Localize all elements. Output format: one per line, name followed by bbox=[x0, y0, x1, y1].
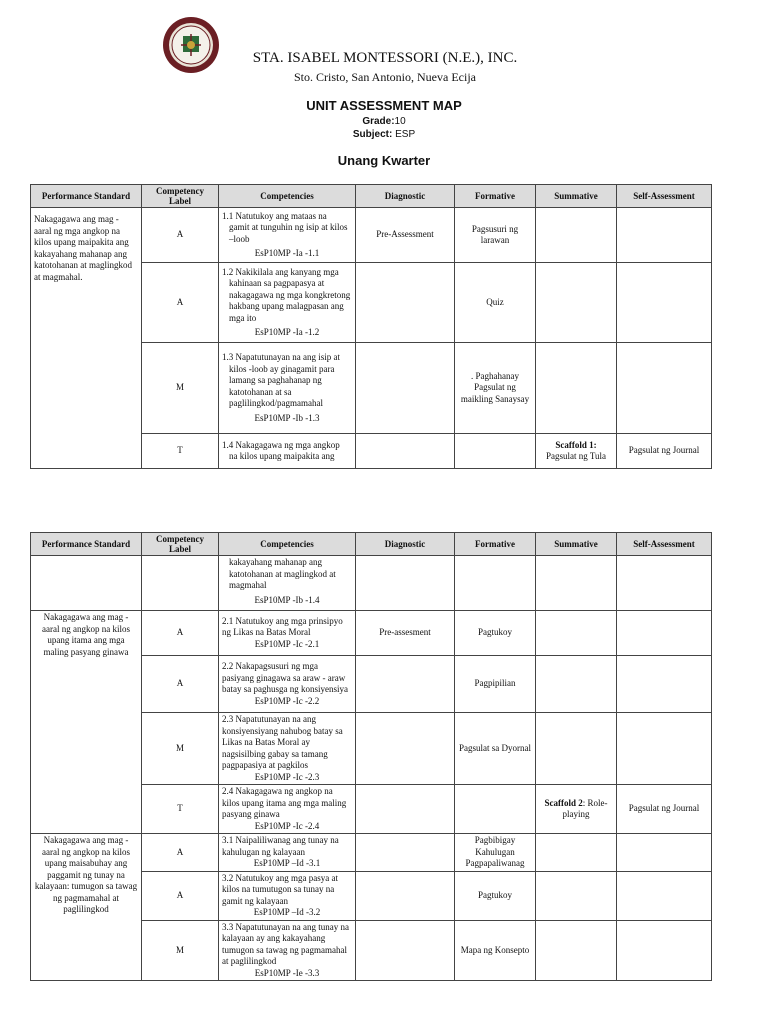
competency-label-cell: M bbox=[142, 920, 219, 981]
competency-text: 2.2 Nakapagsusuri ng mga pasiyang ginagawa sa araw - araw batay sa paghusga ng konsiyensiya bbox=[222, 661, 348, 694]
school-seal-logo bbox=[162, 16, 220, 74]
competency-label-cell: T bbox=[142, 434, 219, 469]
col-header: Competencies bbox=[219, 533, 356, 556]
competency-cell bbox=[219, 713, 356, 785]
col-header: Competency Label bbox=[142, 185, 219, 208]
competency-text-cont: na kilos upang maipakita ang bbox=[229, 451, 335, 461]
col-header: Summative bbox=[536, 185, 617, 208]
self-assessment-cell bbox=[617, 713, 712, 785]
table-row bbox=[31, 834, 712, 872]
competency-cell bbox=[219, 920, 356, 981]
competency-code: EsP10MP -Ic -2.3 bbox=[254, 771, 320, 782]
competency-label-cell: M bbox=[142, 343, 219, 434]
competency-code: EsP10MP -Ic -2.4 bbox=[254, 820, 320, 831]
formative-cell: Pagsusuri ng larawan bbox=[455, 208, 536, 263]
competency-cell bbox=[219, 208, 356, 263]
competency-code: EsP10MP -Ib -1.4 bbox=[254, 594, 320, 605]
competency-cell bbox=[219, 343, 356, 434]
competency-cell bbox=[219, 785, 356, 834]
competency-label-cell: A bbox=[142, 871, 219, 920]
competency-code: EsP10MP –Id -3.2 bbox=[253, 907, 321, 917]
col-header: Formative bbox=[455, 533, 536, 556]
col-header: Performance Standard bbox=[31, 533, 142, 556]
competency-text: 1.3 Napatutunayan na ang isip at bbox=[222, 352, 340, 362]
competency-text-cont: kilos -loob ay ginagamit para lamang sa paghahanap ng katotohanan at sa paglilingkod/pagmamahal bbox=[229, 363, 335, 408]
summative-cell bbox=[536, 713, 617, 785]
performance-standard-cell: Nakagagawa ang mag - aaral ng angkop na kilos upang itama ang mga maling pasyang ginawa bbox=[31, 611, 142, 834]
competency-code: EsP10MP -Ic -2.1 bbox=[254, 638, 320, 649]
competency-text: 3.2 Natutukoy ang mga pasya at kilos na tumutugon sa tunay na gamit ng kalayaan bbox=[222, 872, 338, 906]
performance-standard-cell bbox=[31, 556, 142, 611]
competency-cell bbox=[219, 556, 356, 611]
summative-cell bbox=[536, 871, 617, 920]
competency-label-cell: A bbox=[142, 656, 219, 713]
assessment-table-1 bbox=[30, 184, 712, 469]
school-address: Sto. Cristo, San Antonio, Nueva Ecija bbox=[294, 70, 476, 84]
col-header: Self-Assessment bbox=[617, 533, 712, 556]
diagnostic-cell bbox=[356, 871, 455, 920]
summative-cell bbox=[536, 343, 617, 434]
formative-cell: Pagtukoy bbox=[455, 871, 536, 920]
performance-standard-cell: Nakagagawa ang mag - aaral ng mga angkop na kilos upang maipakita ang kakayahang mahanap ang katotohanan at maglingkod at magmahal. bbox=[31, 208, 142, 469]
table-header-row bbox=[31, 533, 712, 556]
col-header: Summative bbox=[536, 533, 617, 556]
competency-code: EsP10MP -Ia -1.2 bbox=[254, 327, 320, 337]
self-assessment-cell bbox=[617, 920, 712, 981]
diagnostic-cell bbox=[356, 343, 455, 434]
formative-cell: Mapa ng Konsepto bbox=[455, 920, 536, 981]
self-assessment-cell bbox=[617, 343, 712, 434]
self-assessment-cell bbox=[617, 208, 712, 263]
self-assessment-cell: Pagsulat ng Journal bbox=[617, 785, 712, 834]
table-row bbox=[31, 556, 712, 611]
competency-text: 2.1 Natutukoy ang mga prinsipyo ng Likas na Batas Moral bbox=[222, 615, 343, 638]
summative-cell bbox=[536, 656, 617, 713]
competency-text: 3.3 Napatutunayan na ang tunay na kalayaan ay ang kakayahang tumugon sa tawag ng pagmamahal at paglilingkod bbox=[222, 921, 349, 966]
grade-label: Grade: bbox=[362, 116, 395, 127]
assessment-table-2 bbox=[30, 532, 712, 981]
formative-cell: . Paghahanay Pagsulat ng maikling Sanaysay bbox=[455, 343, 536, 434]
diagnostic-cell: Pre-assesment bbox=[356, 611, 455, 656]
performance-standard-cell: Nakagagawa ang mag - aaral ng angkop na kilos upang maisabuhay ang paggamit ng tunay na kalayaan: tumugon sa tawag ng pagmamahal at paglilingkod bbox=[31, 834, 142, 981]
diagnostic-cell bbox=[356, 834, 455, 872]
col-header: Diagnostic bbox=[356, 185, 455, 208]
competency-label-cell: A bbox=[142, 834, 219, 872]
competency-cell bbox=[219, 611, 356, 656]
formative-cell bbox=[455, 785, 536, 834]
col-header: Competencies bbox=[219, 185, 356, 208]
col-header: Formative bbox=[455, 185, 536, 208]
competency-text-cont: kakayahang mahanap ang katotohanan at maglingkod at magmahal bbox=[229, 557, 336, 590]
competency-label-cell: T bbox=[142, 785, 219, 834]
competency-label-cell: A bbox=[142, 263, 219, 343]
table-header-row bbox=[31, 185, 712, 208]
competency-text: 2.4 Nakagagawa ng angkop na kilos upang itama ang mga maling pasyang ginawa bbox=[222, 786, 347, 819]
competency-text-cont: kahinaan sa pagpapasya at nakagagawa ng mga kongkretong hakbang upang malagpasan ang mga ito bbox=[229, 278, 351, 323]
grade-value: 10 bbox=[394, 116, 406, 127]
self-assessment-cell bbox=[617, 611, 712, 656]
summative-cell bbox=[536, 611, 617, 656]
competency-label-cell bbox=[142, 556, 219, 611]
summative-cell bbox=[536, 920, 617, 981]
formative-cell: Quiz bbox=[455, 263, 536, 343]
subject-label: Subject: bbox=[352, 129, 393, 140]
competency-code: EsP10MP –Id -3.1 bbox=[253, 858, 321, 868]
grade-line bbox=[0, 116, 768, 127]
competency-cell bbox=[219, 834, 356, 872]
diagnostic-cell bbox=[356, 920, 455, 981]
competency-cell bbox=[219, 871, 356, 920]
competency-text: 1.4 Nakagagawa ng mga angkop bbox=[222, 439, 340, 450]
formative-cell: Pagsulat sa Dyornal bbox=[455, 713, 536, 785]
summative-cell: Scaffold 1: Pagsulat ng Tula bbox=[536, 434, 617, 469]
competency-cell bbox=[219, 263, 356, 343]
competency-label-cell: A bbox=[142, 611, 219, 656]
diagnostic-cell bbox=[356, 785, 455, 834]
competency-cell bbox=[219, 656, 356, 713]
competency-text: 3.1 Naipaliliwanag ang tunay na kahulugan ng kalayaan bbox=[222, 835, 339, 857]
self-assessment-cell bbox=[617, 656, 712, 713]
self-assessment-cell bbox=[617, 871, 712, 920]
diagnostic-cell bbox=[356, 434, 455, 469]
formative-cell: Pagtukoy bbox=[455, 611, 536, 656]
summative-cell bbox=[536, 834, 617, 872]
formative-cell bbox=[455, 434, 536, 469]
competency-text: 1.1 Natutukoy ang mataas na bbox=[222, 210, 327, 221]
formative-cell: Pagbibigay Kahulugan Pagpapaliwanag bbox=[455, 834, 536, 872]
summative-cell bbox=[536, 263, 617, 343]
quarter-title: Unang Kwarter bbox=[337, 153, 431, 168]
diagnostic-cell bbox=[356, 263, 455, 343]
self-assessment-cell bbox=[617, 834, 712, 872]
competency-code: EsP10MP -Ie -3.3 bbox=[254, 967, 320, 978]
summative-cell: Scaffold 2: Role-playing bbox=[536, 785, 617, 834]
competency-cell bbox=[219, 434, 356, 469]
subject-line bbox=[0, 129, 768, 140]
summative-cell bbox=[536, 208, 617, 263]
col-header: Diagnostic bbox=[356, 533, 455, 556]
competency-code: EsP10MP -Ib -1.3 bbox=[254, 412, 320, 423]
col-header: Performance Standard bbox=[31, 185, 142, 208]
competency-text: 1.2 Nakikilala ang kanyang mga bbox=[222, 266, 339, 277]
subject-value: ESP bbox=[395, 129, 416, 140]
table-row bbox=[31, 611, 712, 656]
formative-cell: Pagpipilian bbox=[455, 656, 536, 713]
diagnostic-cell bbox=[356, 656, 455, 713]
competency-label-cell: M bbox=[142, 713, 219, 785]
diagnostic-cell bbox=[356, 713, 455, 785]
competency-label-cell: A bbox=[142, 208, 219, 263]
col-header: Self-Assessment bbox=[617, 185, 712, 208]
self-assessment-cell bbox=[617, 263, 712, 343]
school-name: STA. ISABEL MONTESSORI (N.E.), INC. bbox=[252, 50, 518, 66]
self-assessment-cell: Pagsulat ng Journal bbox=[617, 434, 712, 469]
competency-text-cont: gamit at tunguhin ng isip at kilos –loob bbox=[229, 222, 348, 244]
competency-text: 2.3 Napatutunayan na ang konsiyensiyang nahubog batay sa Likas na Batas Moral ay nagsisilbing gabay sa tamang pagpapasiya at pagkilos bbox=[222, 714, 343, 770]
diagnostic-cell: Pre-Assessment bbox=[356, 208, 455, 263]
col-header: Competency Label bbox=[142, 533, 219, 556]
competency-code: EsP10MP -Ic -2.2 bbox=[254, 695, 320, 706]
table-row bbox=[31, 208, 712, 263]
competency-code: EsP10MP -Ia -1.1 bbox=[254, 248, 320, 258]
page-title: UNIT ASSESSMENT MAP bbox=[306, 98, 462, 113]
